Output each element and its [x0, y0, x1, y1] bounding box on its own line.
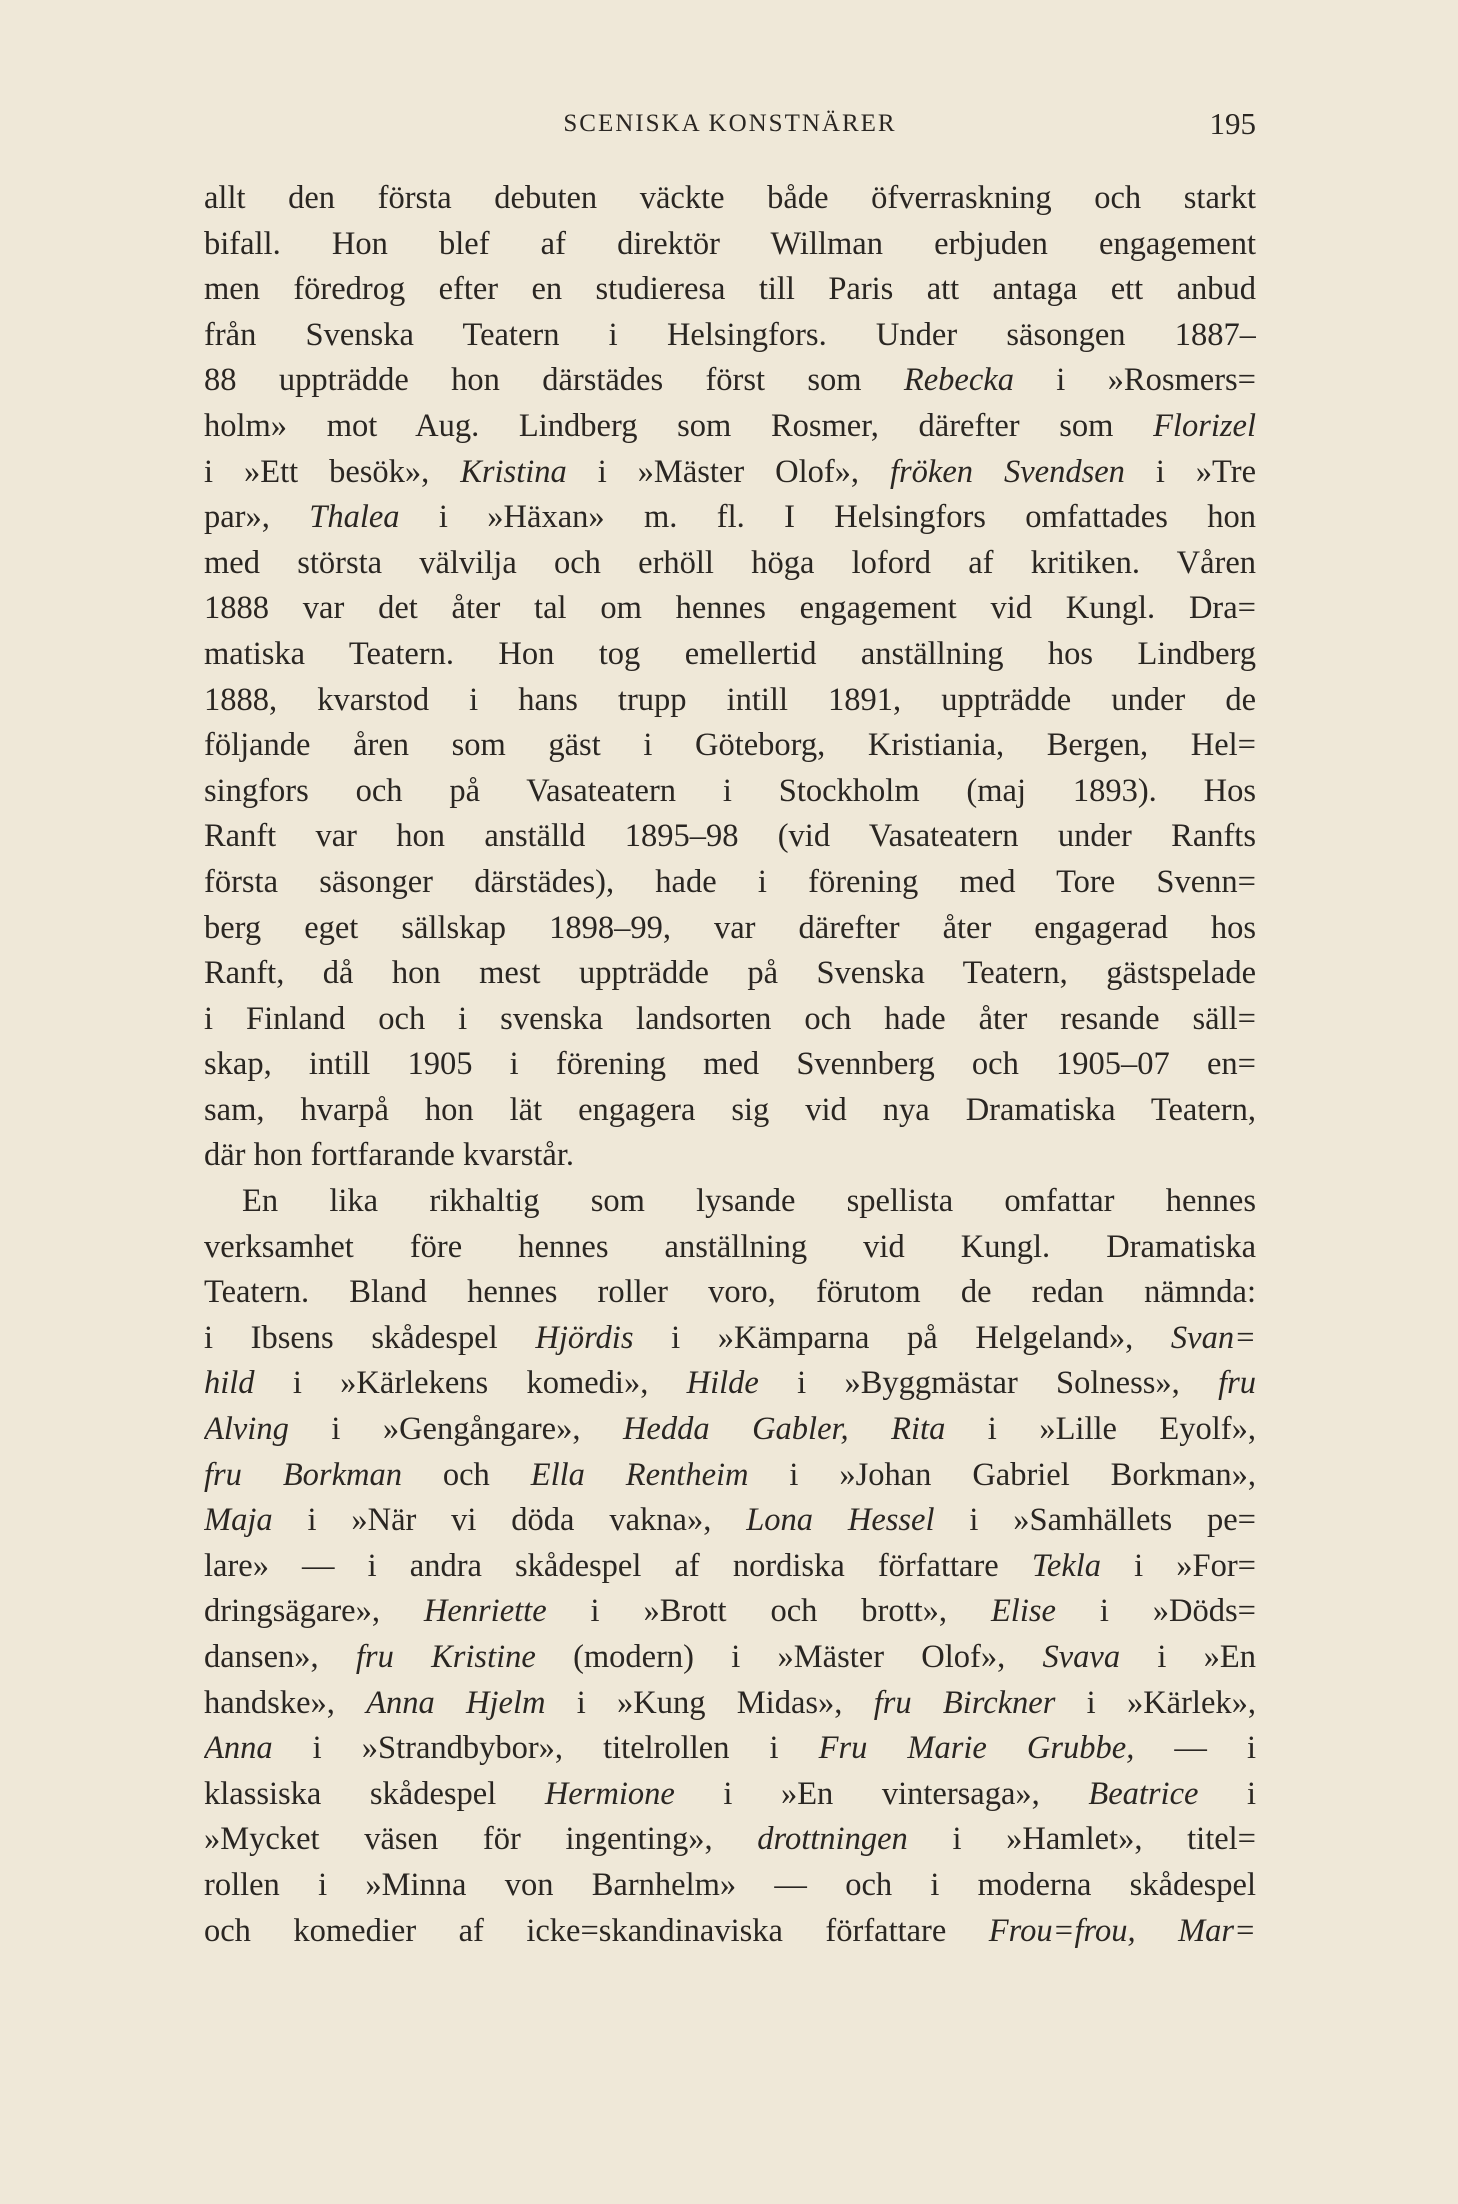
text-line [204, 814, 1256, 860]
italic-text: Anna [204, 1730, 273, 1767]
text-segment: i »En vintersaga», [674, 1775, 1089, 1812]
text-line [204, 1042, 1256, 1088]
text-line [204, 860, 1256, 906]
text-segment: — i [1134, 1730, 1256, 1767]
text-segment: Ranft var hon anställd 1895–98 (vid Vasateatern under Ranfts [204, 818, 1256, 855]
italic-text: Alving [204, 1411, 289, 1448]
text-line [204, 1544, 1256, 1590]
text-segment: verksamhet före hennes anställning vid Kungl. Dramatiska [204, 1228, 1256, 1265]
text-segment: från Svenska Teatern i Helsingfors. Under säsongen 1887– [204, 316, 1256, 353]
text-line [204, 404, 1256, 450]
text-segment: singfors och på Vasateatern i Stockholm (maj 1893). Hos [204, 772, 1256, 809]
italic-text: Hjördis [535, 1319, 634, 1356]
italic-text: Svava [1042, 1639, 1121, 1675]
text-segment: i »Johan Gabriel Borkman», [748, 1456, 1256, 1493]
text-segment: i »Samhällets pe= [934, 1502, 1256, 1539]
text-line [204, 906, 1256, 952]
text-line [204, 951, 1256, 997]
text-line [204, 1635, 1256, 1681]
text-segment: i »Tre [1124, 453, 1256, 490]
text-line [204, 1088, 1256, 1134]
italic-text: Rebecka [903, 362, 1014, 399]
text-line [204, 997, 1256, 1043]
text-line [204, 1817, 1256, 1863]
text-segment: i »Lille Eyolf», [945, 1411, 1256, 1448]
text-line [204, 723, 1256, 769]
italic-text: drottningen [757, 1821, 908, 1858]
text-line [204, 1681, 1256, 1727]
text-segment: i »Ett besök», [204, 453, 461, 490]
italic-text: hild [204, 1365, 255, 1402]
text-line [204, 1133, 1256, 1179]
italic-text: Tekla [1031, 1547, 1102, 1584]
text-segment: En lika rikhaltig som lysande spellista omfattar hennes [242, 1183, 1256, 1220]
text-segment: följande åren som gäst i Göteborg, Kristiania, Bergen, Hel= [204, 727, 1256, 764]
text-segment: i »Kung Midas», [545, 1684, 874, 1721]
text-line [204, 1225, 1256, 1271]
italic-text: Henriette [423, 1593, 547, 1630]
text-segment: och [401, 1456, 531, 1493]
text-segment: 1888 var det åter tal om hennes engagement vid Kungl. Dra= [204, 590, 1256, 627]
text-line [204, 450, 1256, 496]
italic-text: Hedda Gabler, Rita [622, 1411, 946, 1448]
text-segment: i »En [1120, 1639, 1256, 1675]
text-segment: klassiska skådespel [204, 1775, 545, 1812]
text-segment: i »Hamlet», titel= [907, 1821, 1256, 1858]
text-line [204, 586, 1256, 632]
text-segment: »Mycket väsen för ingenting», [204, 1821, 758, 1858]
text-line [204, 1316, 1256, 1362]
italic-text: fru Birckner [873, 1684, 1056, 1721]
text-line [204, 541, 1256, 587]
text-segment: skap, intill 1905 i förening med Svennberg och 1905–07 en= [204, 1046, 1256, 1083]
text-segment: 88 uppträdde hon därstädes först som [204, 362, 904, 399]
text-line [204, 222, 1256, 268]
page-number: 195 [1209, 106, 1256, 141]
text-segment: i Ibsens skådespel [204, 1319, 536, 1356]
text-segment: dansen», [204, 1639, 356, 1675]
italic-text: Hermione [544, 1775, 675, 1812]
text-line [204, 1589, 1256, 1635]
text-segment: dringsägare», [204, 1593, 424, 1630]
text-segment: lare» — i andra skådespel af nordiska författare [204, 1547, 1032, 1584]
text-segment: i »Rosmers= [1013, 362, 1256, 399]
text-segment: i »Mäster Olof», [566, 453, 890, 490]
text-segment: i Finland och i svenska landsorten och hade åter resande säll= [204, 1000, 1256, 1037]
text-line [204, 176, 1256, 222]
text-segment: Teatern. Bland hennes roller voro, förutom de redan nämnda: [204, 1274, 1256, 1311]
italic-text: Hilde [686, 1365, 759, 1402]
text-segment: i »For= [1101, 1547, 1256, 1584]
page-header [204, 106, 1256, 146]
italic-text: fru Kristine [355, 1639, 536, 1675]
italic-text: Kristina [460, 453, 567, 490]
text-segment: i »När vi döda vakna», [272, 1502, 747, 1539]
text-segment: holm» mot Aug. Lindberg som Rosmer, därefter som [204, 407, 1154, 444]
text-line [204, 1179, 1256, 1225]
italic-text: Frou=frou, Mar= [988, 1912, 1256, 1949]
text-line [204, 358, 1256, 404]
italic-text: Anna Hjelm [366, 1684, 546, 1721]
italic-text: Florizel [1153, 407, 1256, 444]
italic-text: Beatrice [1088, 1775, 1199, 1812]
text-line [204, 495, 1256, 541]
running-head: SCENISKA KONSTNÄRER [563, 110, 897, 137]
text-segment: sam, hvarpå hon lät engagera sig vid nya Dramatiska Teatern, [204, 1091, 1256, 1128]
text-segment: rollen i »Minna von Barnhelm» — och i moderna skådespel [204, 1866, 1256, 1903]
italic-text: Lona Hessel [746, 1502, 935, 1539]
italic-text: Svan= [1170, 1319, 1256, 1356]
text-line [204, 1726, 1256, 1772]
text-segment: men föredrog efter en studieresa till Paris att antaga ett anbud [204, 271, 1256, 308]
italic-text: Ella Rentheim [530, 1456, 749, 1493]
text-segment: i »Strandbybor», titelrollen i [272, 1730, 819, 1767]
italic-text: Fru Marie Grubbe, [818, 1730, 1135, 1767]
text-segment: i »Kärlek», [1055, 1684, 1256, 1721]
text-segment: bifall. Hon blef af direktör Willman erbjuden engagement [204, 225, 1256, 262]
text-line [204, 1909, 1256, 1955]
text-segment: i »Kärlekens komedi», [254, 1365, 687, 1402]
text-line [204, 313, 1256, 359]
text-line [204, 1863, 1256, 1909]
text-segment: i »Döds= [1055, 1593, 1256, 1630]
text-segment: allt den första debuten väckte både öfverraskning och starkt [204, 180, 1256, 216]
italic-text: Thalea [309, 499, 400, 536]
text-line [204, 1453, 1256, 1499]
text-line [204, 1361, 1256, 1407]
text-line [204, 1498, 1256, 1544]
text-segment: där hon fortfarande kvarstår. [204, 1137, 574, 1174]
italic-text: Elise [990, 1593, 1056, 1630]
text-segment: och komedier af icke=skandinaviska författare [204, 1912, 989, 1949]
italic-text: fru Borkman [204, 1456, 402, 1493]
text-segment: par», [204, 499, 310, 536]
text-line [204, 1772, 1256, 1818]
text-segment: matiska Teatern. Hon tog emellertid anställning hos Lindberg [204, 635, 1256, 672]
text-segment: i »Brott och brott», [546, 1593, 991, 1630]
italic-text: Maja [204, 1502, 273, 1539]
text-line [204, 769, 1256, 815]
text-segment: handske», [204, 1684, 367, 1721]
italic-text: fröken Svendsen [890, 453, 1125, 490]
text-line [204, 267, 1256, 313]
text-line [204, 632, 1256, 678]
text-segment: med största välvilja och erhöll höga loford af kritiken. Våren [204, 544, 1256, 581]
body-text [204, 176, 1256, 1954]
text-segment: i [1198, 1775, 1256, 1812]
text-segment: i »Byggmästar Solness», [758, 1365, 1219, 1402]
text-segment: (modern) i »Mäster Olof», [535, 1639, 1043, 1675]
text-segment: 1888, kvarstod i hans trupp intill 1891, uppträdde under de [204, 681, 1256, 718]
text-segment: i »Kämparna på Helgeland», [633, 1319, 1171, 1356]
text-segment: berg eget sällskap 1898–99, var därefter åter engagerad hos [204, 909, 1256, 946]
text-line [204, 678, 1256, 724]
text-line [204, 1407, 1256, 1453]
text-segment: Ranft, då hon mest uppträdde på Svenska Teatern, gästspelade [204, 955, 1256, 992]
text-line [204, 1270, 1256, 1316]
text-segment: i »Häxan» m. fl. I Helsingfors omfattades hon [399, 499, 1256, 536]
italic-text: fru [1218, 1365, 1256, 1402]
text-segment: i »Gengångare», [288, 1411, 623, 1448]
text-segment: första säsonger därstädes), hade i förening med Tore Svenn= [204, 863, 1256, 900]
